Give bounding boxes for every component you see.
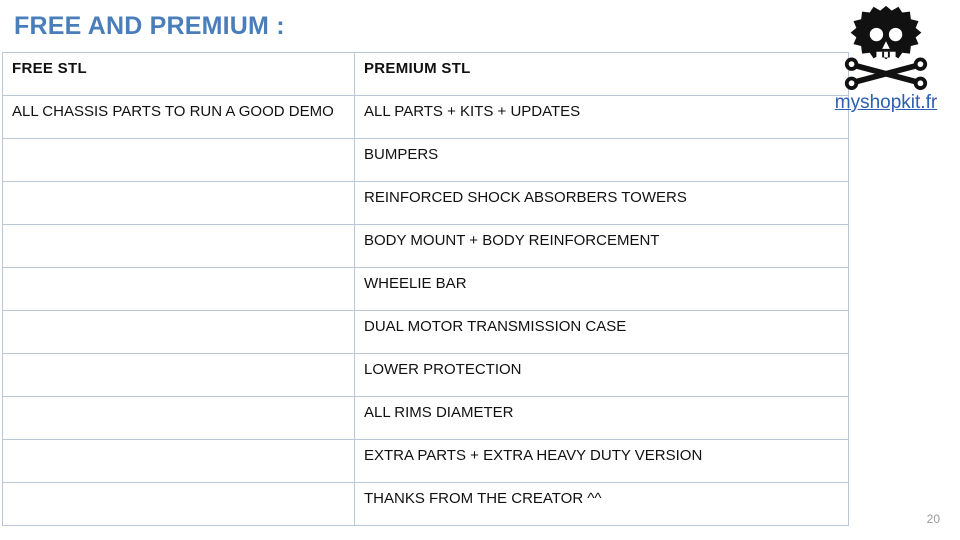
table-row	[3, 268, 849, 311]
cell-premium: BUMPERS	[355, 139, 849, 182]
table-row	[3, 354, 849, 397]
cell-free	[3, 182, 355, 225]
table-row	[3, 311, 849, 354]
cell-free	[3, 225, 355, 268]
cell-premium: DUAL MOTOR TRANSMISSION CASE	[355, 311, 849, 354]
cell-premium: ALL PARTS + KITS + UPDATES	[355, 96, 849, 139]
table-row	[3, 397, 849, 440]
cell-free	[3, 397, 355, 440]
table-row	[3, 139, 849, 182]
cell-free	[3, 483, 355, 526]
column-header-premium: PREMIUM STL	[355, 53, 849, 96]
column-header-free: FREE STL	[3, 53, 355, 96]
free-vs-premium-table	[2, 52, 849, 526]
skull-crossed-wrenches-icon	[827, 2, 945, 90]
cell-free	[3, 268, 355, 311]
table-row	[3, 182, 849, 225]
cell-premium: THANKS FROM THE CREATOR ^^	[355, 483, 849, 526]
table-header-row	[3, 53, 849, 96]
cell-premium: LOWER PROTECTION	[355, 354, 849, 397]
brand-logo	[812, 2, 960, 114]
cell-premium: WHEELIE BAR	[355, 268, 849, 311]
cell-premium: REINFORCED SHOCK ABSORBERS TOWERS	[355, 182, 849, 225]
table-row	[3, 440, 849, 483]
cell-premium: ALL RIMS DIAMETER	[355, 397, 849, 440]
page-title: FREE AND PREMIUM :	[14, 12, 285, 40]
cell-free	[3, 354, 355, 397]
cell-premium: BODY MOUNT + BODY REINFORCEMENT	[355, 225, 849, 268]
cell-free	[3, 440, 355, 483]
table-row	[3, 483, 849, 526]
table-row	[3, 225, 849, 268]
cell-free: ALL CHASSIS PARTS TO RUN A GOOD DEMO	[3, 96, 355, 139]
slide-number: 20	[926, 512, 940, 526]
table-row	[3, 96, 849, 139]
cell-premium: EXTRA PARTS + EXTRA HEAVY DUTY VERSION	[355, 440, 849, 483]
cell-free	[3, 139, 355, 182]
brand-link[interactable]: myshopkit.fr	[834, 92, 938, 113]
cell-free	[3, 311, 355, 354]
